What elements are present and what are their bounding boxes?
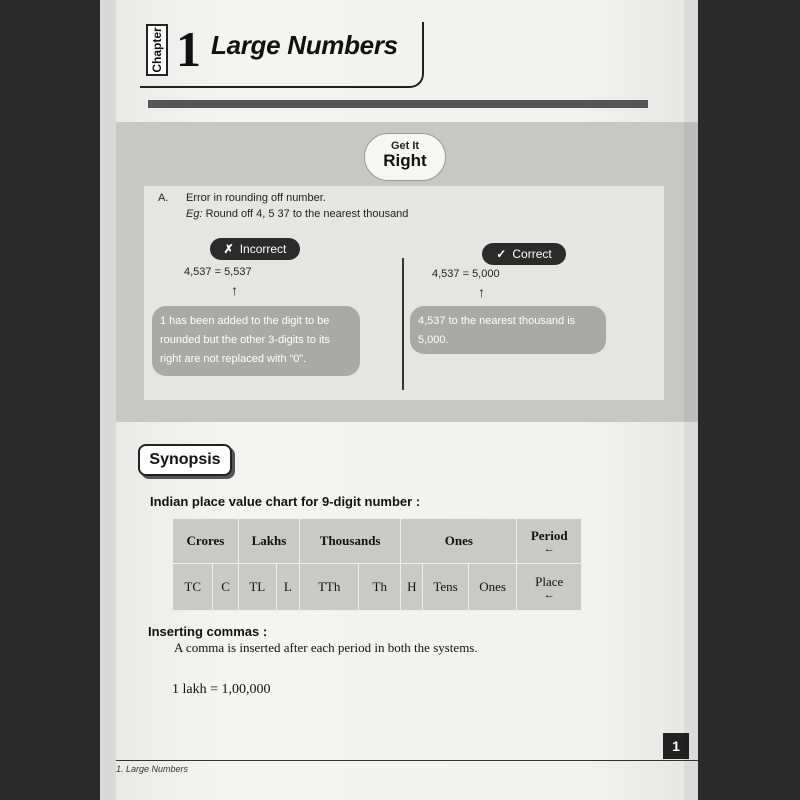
incorrect-badge <box>210 238 300 260</box>
place-cell: Ones <box>468 564 517 611</box>
place-cell: C <box>213 564 239 611</box>
place-cell: H <box>401 564 423 611</box>
lakh-example: 1 lakh = 1,00,000 <box>172 682 271 697</box>
footer-rule <box>116 760 698 761</box>
page-margin <box>100 0 116 800</box>
textbook-page <box>100 0 698 800</box>
period-lakhs: Lakhs <box>238 519 299 564</box>
page-shadow <box>684 0 698 800</box>
commas-heading: Inserting commas : <box>148 624 268 639</box>
example-prefix: Eg: <box>186 208 203 220</box>
chart-heading: Indian place value chart for 9-digit number : <box>150 494 421 509</box>
logo-big-text: Right <box>383 151 427 170</box>
page-number: 1 <box>663 733 689 759</box>
chapter-title: Large Numbers <box>211 30 398 60</box>
correct-equation: 4,537 = 5,000 <box>432 268 500 280</box>
footer-chapter-ref: 1. Large Numbers <box>116 764 189 774</box>
place-cell: Tens <box>423 564 468 611</box>
place-cell: L <box>276 564 299 611</box>
period-label-cell <box>517 519 582 564</box>
period-row <box>173 519 582 564</box>
correct-note: 4,537 to the nearest thousand is 5,000. <box>410 306 606 354</box>
place-value-table <box>172 518 582 611</box>
place-cell: TC <box>173 564 213 611</box>
cross-icon: ✗ <box>223 242 234 256</box>
example-line <box>186 208 408 220</box>
chapter-tab-label: Chapter <box>150 27 164 73</box>
period-label: Period <box>530 527 568 543</box>
chapter-tab <box>146 24 168 76</box>
place-label: Place <box>535 573 564 589</box>
incorrect-equation: 4,537 = 5,537 <box>184 266 252 278</box>
error-title: Error in rounding off number. <box>186 192 326 204</box>
place-row <box>173 564 582 611</box>
incorrect-label: Incorrect <box>239 242 287 256</box>
period-crores: Crores <box>173 519 239 564</box>
correct-badge <box>482 243 566 265</box>
chapter-number: 1 <box>176 21 201 77</box>
section-label: A. <box>158 192 169 204</box>
left-arrow-icon: ← <box>543 588 555 601</box>
up-arrow-icon: ↑ <box>231 282 238 298</box>
period-ones: Ones <box>401 519 517 564</box>
example-text: Round off 4, 5 37 to the nearest thousand <box>205 208 409 220</box>
header-rule <box>148 100 648 108</box>
place-label-cell <box>517 564 582 611</box>
column-divider <box>402 258 404 390</box>
place-cell: Th <box>359 564 401 611</box>
place-cell: TL <box>238 564 276 611</box>
incorrect-note: 1 has been added to the digit to be rounded but the other 3-digits to its right are not replaced with “0”. <box>152 306 360 376</box>
get-it-right-logo <box>364 133 446 181</box>
check-icon: ✓ <box>496 247 507 261</box>
commas-text: A comma is inserted after each period in both the systems. <box>174 640 478 655</box>
synopsis-label: Synopsis <box>138 444 232 476</box>
up-arrow-icon: ↑ <box>478 284 485 300</box>
correct-label: Correct <box>512 247 552 261</box>
place-cell: TTh <box>300 564 359 611</box>
left-arrow-icon: ← <box>543 542 555 555</box>
logo-small-text: Get It <box>390 140 420 152</box>
period-thousands: Thousands <box>300 519 401 564</box>
